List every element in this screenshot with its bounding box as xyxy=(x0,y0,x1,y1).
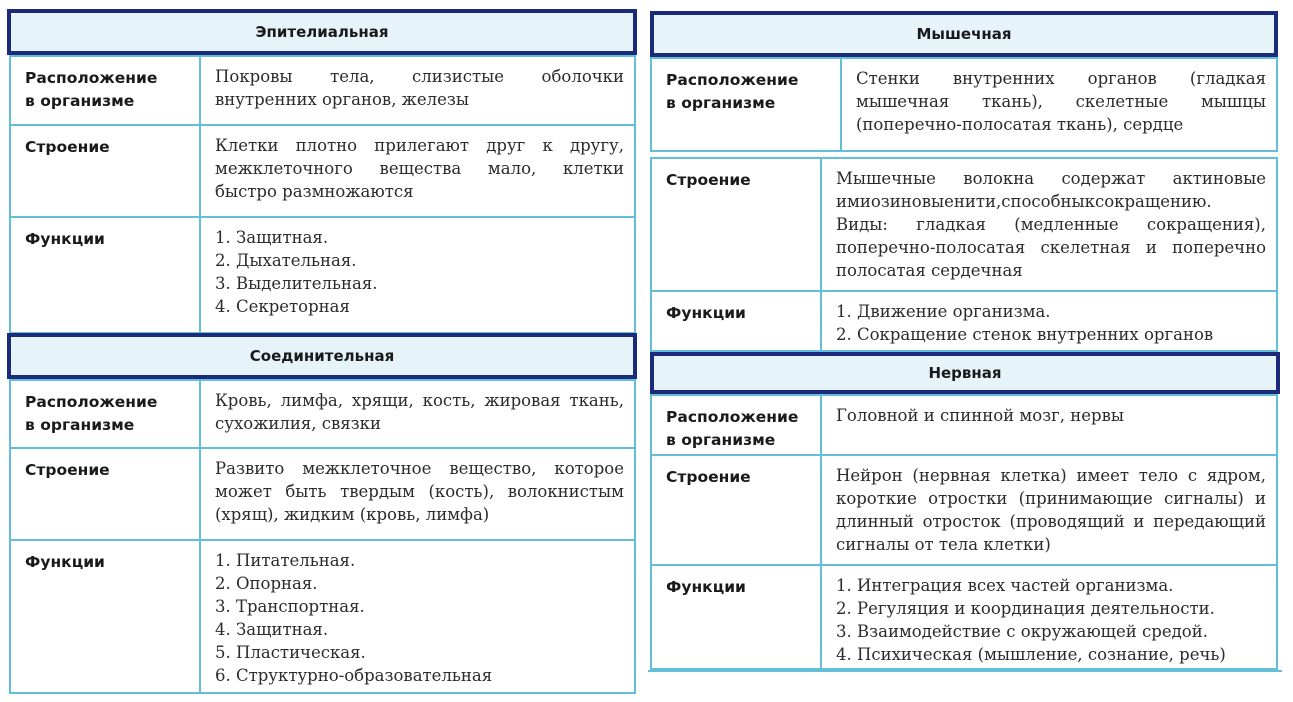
connective-functions-row xyxy=(9,539,636,694)
list-item: 2. Опорная. xyxy=(215,574,318,593)
muscle-functions-list xyxy=(836,300,1266,346)
epithelial-functions-row xyxy=(9,216,636,334)
muscle-structure-row xyxy=(650,157,1278,292)
nervous-structure-row xyxy=(650,454,1278,566)
list-item: 2. Дыхательная. xyxy=(215,251,357,270)
list-item: 4. Секреторная xyxy=(215,297,350,316)
list-item: 1. Движение организма. xyxy=(836,302,1051,321)
nervous-structure-label: Строение xyxy=(652,456,822,564)
epithelial-functions-label: Функции xyxy=(11,218,201,332)
connective-location-row xyxy=(9,379,636,449)
epithelial-header xyxy=(7,9,637,55)
muscle-location-row xyxy=(650,57,1278,152)
list-item: 6. Структурно-образовательная xyxy=(215,666,493,685)
nervous-location-row xyxy=(650,394,1278,456)
muscle-structure-text: Мышечные волокна содержат актиновые имиозиновыенити,способныксокращению. Виды: гладкая (медленные сокращения), поперечно-полосатая скелетная и поперечно полосатая сердечная xyxy=(836,169,1266,280)
muscle-header xyxy=(650,11,1278,57)
epithelial-functions-list xyxy=(215,226,624,318)
bottom-divider xyxy=(648,670,1282,672)
muscle-location-label: Расположение в организме xyxy=(652,59,842,150)
nervous-location-label: Расположение в организме xyxy=(652,396,822,454)
list-item: 2. Сокращение стенок внутренних органов xyxy=(836,325,1214,344)
epithelial-location-text: Покровы тела, слизистые оболочки внутренних органов, железы xyxy=(215,67,624,109)
connective-structure-row xyxy=(9,447,636,541)
nervous-functions-list xyxy=(836,574,1266,666)
muscle-structure-label: Строение xyxy=(652,159,822,290)
list-item: 5. Пластическая. xyxy=(215,643,366,662)
muscle-functions-row xyxy=(650,290,1278,352)
connective-header xyxy=(7,333,637,379)
list-item: 1. Питательная. xyxy=(215,551,356,570)
connective-location-label: Расположение в организме xyxy=(11,381,201,447)
nervous-functions-label: Функции xyxy=(652,566,822,668)
connective-structure-label: Строение xyxy=(11,449,201,539)
connective-title: Соединительная xyxy=(249,347,395,365)
list-item: 3. Взаимодействие с окружающей средой. xyxy=(836,622,1208,641)
list-item: 3. Транспортная. xyxy=(215,597,365,616)
nervous-header xyxy=(650,352,1280,394)
connective-functions-list xyxy=(215,549,624,687)
epithelial-location-row xyxy=(9,55,636,126)
connective-location-text: Кровь, лимфа, хрящи, кость, жировая ткань, сухожилия, связки xyxy=(215,391,624,433)
epithelial-title: Эпителиальная xyxy=(255,23,389,41)
list-item: 4. Психическая (мышление, сознание, речь) xyxy=(836,645,1226,664)
epithelial-structure-text: Клетки плотно прилегают друг к другу, межклеточного вещества мало, клетки быстро размножаются xyxy=(215,136,624,201)
list-item: 1. Интеграция всех частей организма. xyxy=(836,576,1174,595)
list-item: 1. Защитная. xyxy=(215,228,329,247)
epithelial-structure-label: Строение xyxy=(11,126,201,216)
connective-functions-label: Функции xyxy=(11,541,201,692)
nervous-structure-text: Нейрон (нервная клетка) имеет тело с ядром, короткие отростки (принимающие сигналы) и длинный отросток (проводящий и передающий сигналы от тела клетки) xyxy=(836,466,1266,554)
connective-structure-text: Развито межклеточное вещество, которое может быть твердым (кость), волокнистым (хрящ), жидким (кровь, лимфа) xyxy=(215,459,624,524)
muscle-title: Мышечная xyxy=(916,25,1012,43)
nervous-location-text: Головной и спинной мозг, нервы xyxy=(836,406,1125,425)
list-item: 4. Защитная. xyxy=(215,620,329,639)
muscle-functions-label: Функции xyxy=(652,292,822,350)
nervous-functions-row xyxy=(650,564,1278,670)
nervous-title: Нервная xyxy=(928,364,1002,382)
muscle-location-text: Стенки внутренних органов (гладкая мышечная ткань), скелетные мышцы (поперечно-полосатая ткань), сердце xyxy=(856,69,1266,134)
epithelial-structure-row xyxy=(9,124,636,218)
list-item: 2. Регуляция и координация деятельности. xyxy=(836,599,1215,618)
list-item: 3. Выделительная. xyxy=(215,274,378,293)
epithelial-location-label: Расположение в организме xyxy=(11,57,201,124)
